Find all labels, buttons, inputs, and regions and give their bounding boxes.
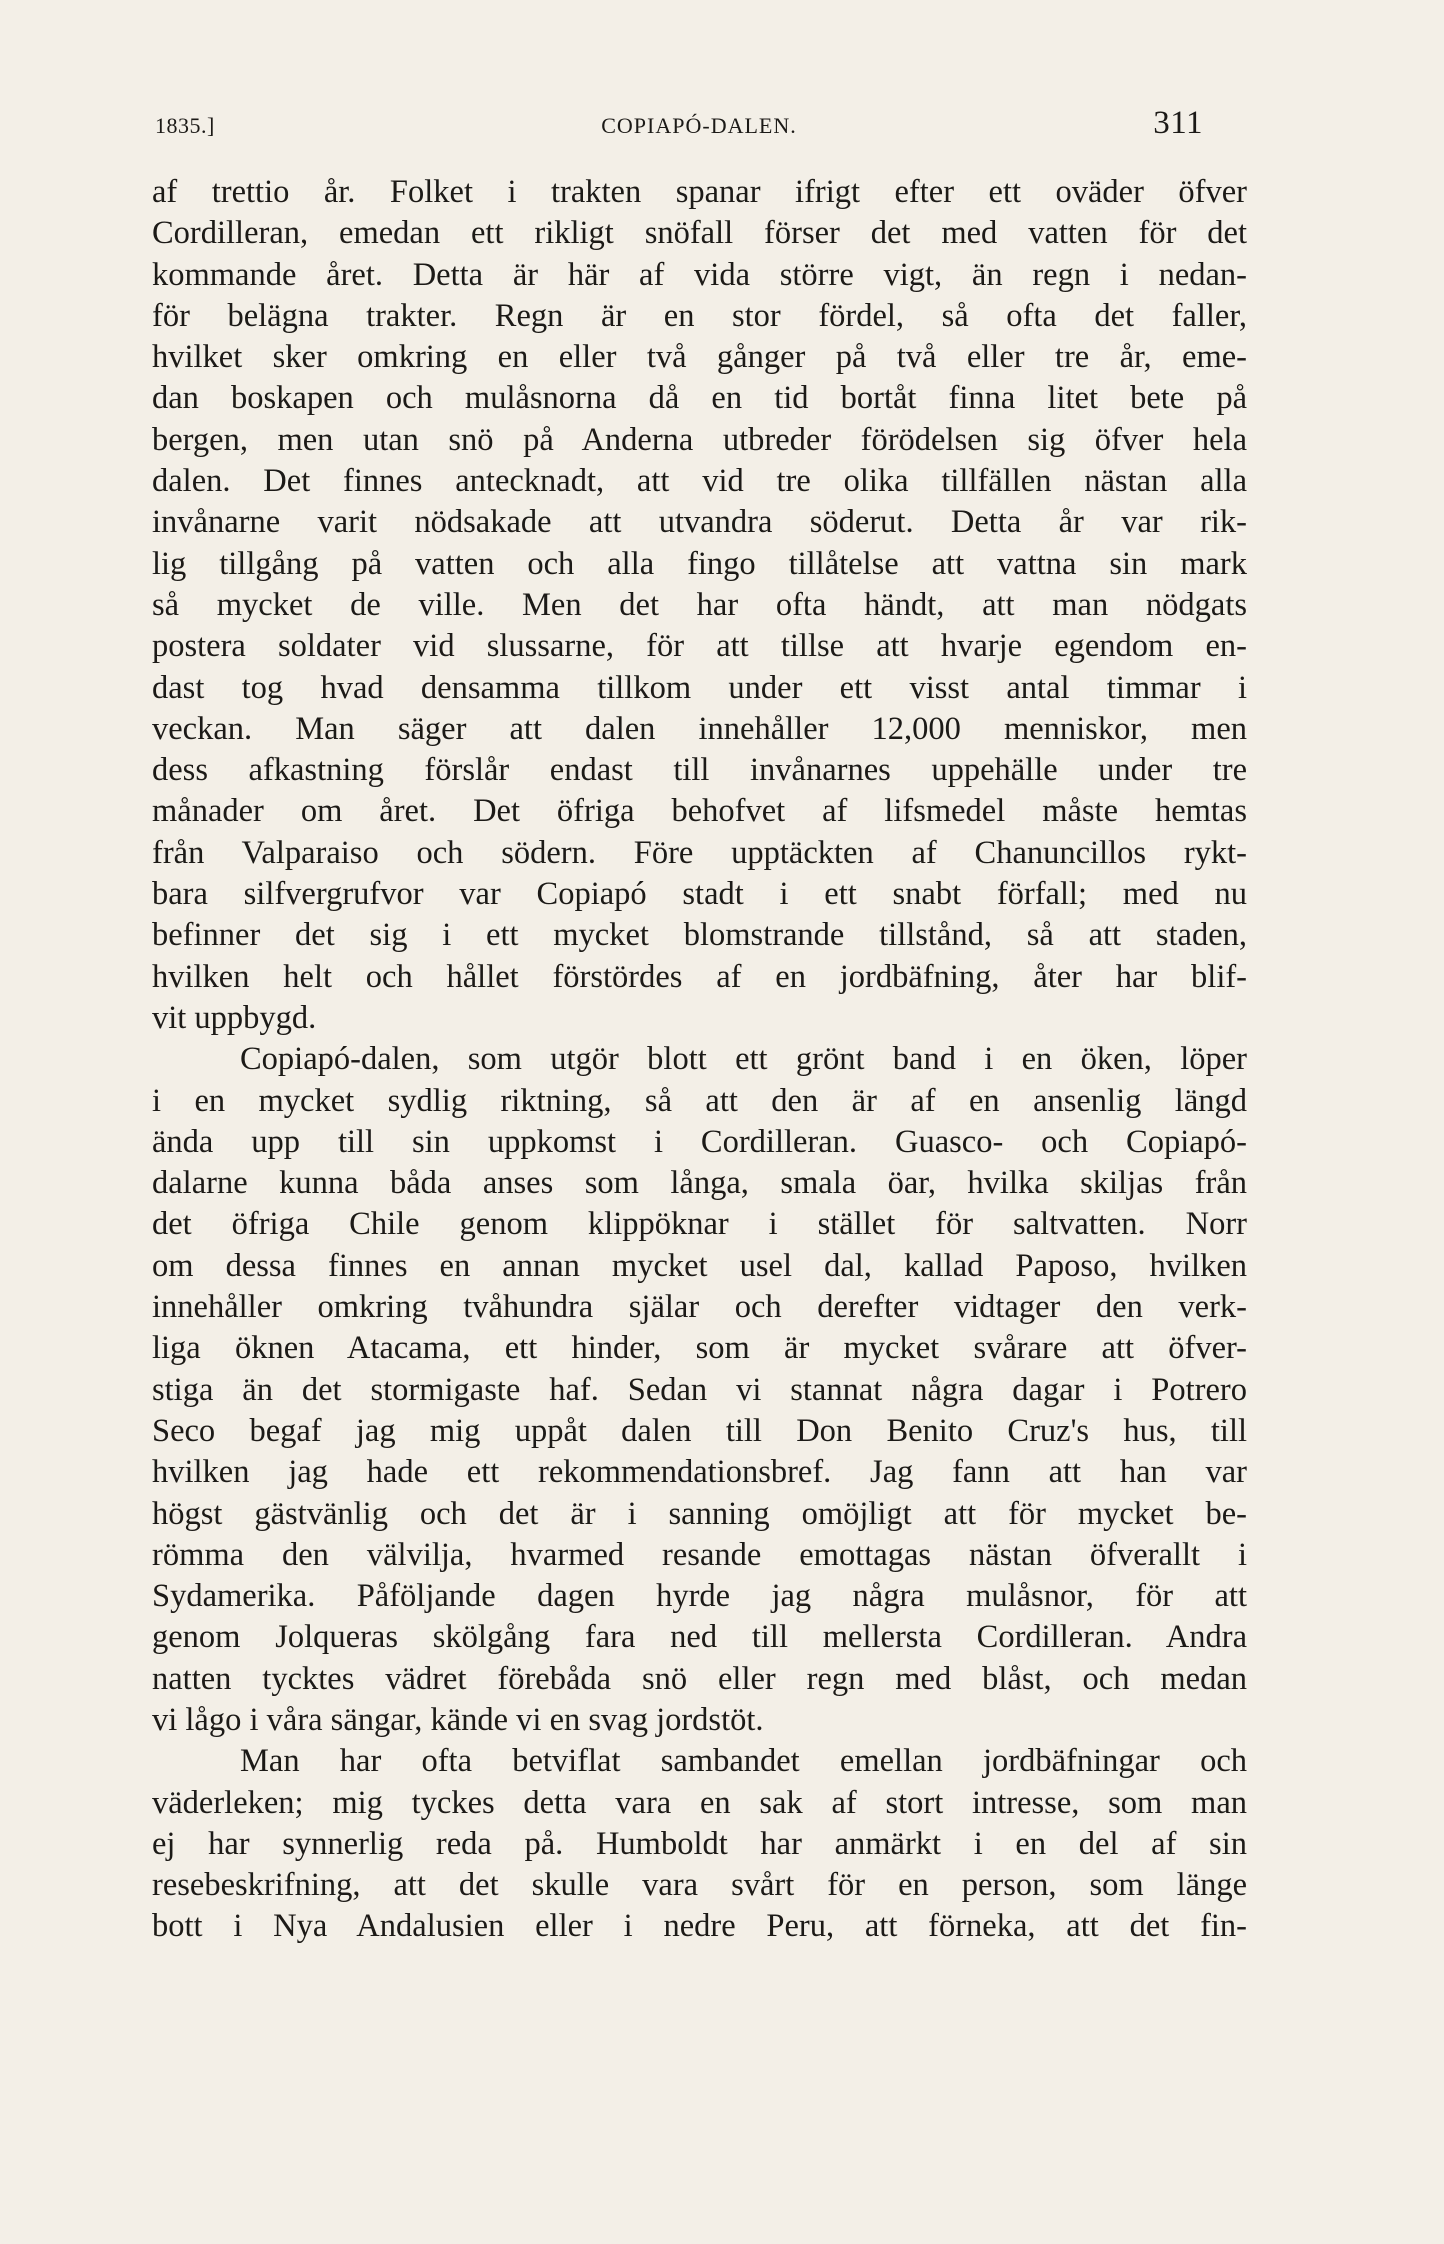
text-line: väderleken; mig tyckes detta vara en sak af stort intresse, som man bbox=[152, 1784, 1247, 1821]
text-line: kommande året. Detta är här af vida större vigt, än regn i nedan- bbox=[152, 256, 1247, 293]
text-line: liga öknen Atacama, ett hinder, som är mycket svårare att öfver- bbox=[152, 1330, 1247, 1367]
text-line: hvilken jag hade ett rekommendationsbref. Jag fann att han var bbox=[152, 1454, 1247, 1491]
text-line: vit uppbygd. bbox=[152, 999, 317, 1036]
text-line: resebeskrifning, att det skulle vara svårt för en person, som länge bbox=[152, 1867, 1247, 1904]
text-line: högst gästvänlig och det är i sanning omöjligt att för mycket be- bbox=[152, 1495, 1247, 1532]
text-line: hvilken helt och hållet förstördes af en jordbäfning, åter har blif- bbox=[152, 958, 1247, 995]
text-line: postera soldater vid slussarne, för att tillse att hvarje egendom en- bbox=[152, 628, 1247, 665]
text-line: befinner det sig i ett mycket blomstrande tillstånd, så att staden, bbox=[152, 917, 1247, 954]
text-line: römma den välvilja, hvarmed resande emottagas nästan öfverallt i bbox=[152, 1536, 1247, 1573]
text-line: bott i Nya Andalusien eller i nedre Peru, att förneka, att det fin- bbox=[152, 1908, 1247, 1945]
text-line: månader om året. Det öfriga behofvet af lifsmedel måste hemtas bbox=[152, 793, 1247, 830]
text-line: bara silfvergrufvor var Copiapó stadt i ett snabt förfall; med nu bbox=[152, 876, 1247, 913]
text-line: Sydamerika. Påföljande dagen hyrde jag några mulåsnor, för att bbox=[152, 1578, 1247, 1615]
running-header bbox=[155, 105, 1243, 145]
text-line: hvilket sker omkring en eller två gånger på två eller tre år, eme- bbox=[152, 339, 1247, 376]
text-line: bergen, men utan snö på Anderna utbreder förödelsen sig öfver hela bbox=[152, 421, 1247, 458]
text-line: Seco begaf jag mig uppåt dalen till Don Benito Cruz's hus, till bbox=[152, 1412, 1247, 1449]
body-text bbox=[152, 172, 1247, 1948]
text-line: innehåller omkring tvåhundra själar och derefter vidtager den verk- bbox=[152, 1289, 1247, 1326]
text-line: ej har synnerlig reda på. Humboldt har anmärkt i en del af sin bbox=[152, 1825, 1247, 1862]
text-line: om dessa finnes en annan mycket usel dal, kallad Paposo, hvilken bbox=[152, 1247, 1247, 1284]
text-line: invånarne varit nödsakade att utvandra söderut. Detta år var rik- bbox=[152, 504, 1247, 541]
text-line: det öfriga Chile genom klippöknar i stället för saltvatten. Norr bbox=[152, 1206, 1247, 1243]
header-year: 1835.] bbox=[155, 113, 215, 138]
text-line: natten tycktes vädret förebåda snö eller regn med blåst, och medan bbox=[152, 1660, 1247, 1697]
text-line: dalen. Det finnes antecknadt, att vid tre olika tillfällen nästan alla bbox=[152, 463, 1247, 500]
text-line: vi lågo i våra sängar, kände vi en svag jordstöt. bbox=[152, 1701, 764, 1738]
text-line: dalarne kunna båda anses som långa, smala öar, hvilka skiljas från bbox=[152, 1165, 1247, 1202]
text-line: så mycket de ville. Men det har ofta händt, att man nödgats bbox=[152, 586, 1247, 623]
text-line: af trettio år. Folket i trakten spanar ifrigt efter ett oväder öfver bbox=[152, 174, 1247, 210]
text-line: dan boskapen och mulåsnorna då en tid bortåt finna litet bete på bbox=[152, 380, 1247, 417]
text-line: för belägna trakter. Regn är en stor fördel, så ofta det faller, bbox=[152, 297, 1247, 334]
text-line: i en mycket sydlig riktning, så att den är af en ansenlig längd bbox=[152, 1082, 1247, 1119]
text-line: dast tog hvad densamma tillkom under ett visst antal timmar i bbox=[152, 669, 1247, 706]
text-line: Copiapó-dalen, som utgör blott ett grönt band i en öken, löper bbox=[240, 1041, 1247, 1078]
text-line: ända upp till sin uppkomst i Cordilleran. Guasco- och Copiapó- bbox=[152, 1123, 1247, 1160]
text-line: stiga än det stormigaste haf. Sedan vi stannat några dagar i Potrero bbox=[152, 1371, 1247, 1408]
text-line: Cordilleran, emedan ett rikligt snöfall förser det med vatten för det bbox=[152, 215, 1247, 252]
text-line: veckan. Man säger att dalen innehåller 12,000 menniskor, men bbox=[152, 710, 1247, 747]
text-line: Man har ofta betviflat sambandet emellan jordbäfningar och bbox=[240, 1743, 1247, 1780]
page-number: 311 bbox=[1153, 105, 1203, 141]
text-line: dess afkastning förslår endast till invånarnes uppehälle under tre bbox=[152, 752, 1247, 789]
text-line: lig tillgång på vatten och alla fingo tillåtelse att vattna sin mark bbox=[152, 545, 1247, 582]
text-line: från Valparaiso och södern. Före upptäckten af Chanuncillos rykt- bbox=[152, 834, 1247, 871]
header-title: COPIAPÓ-DALEN. bbox=[601, 113, 797, 138]
text-line: genom Jolqueras skölgång fara ned till mellersta Cordilleran. Andra bbox=[152, 1619, 1247, 1656]
